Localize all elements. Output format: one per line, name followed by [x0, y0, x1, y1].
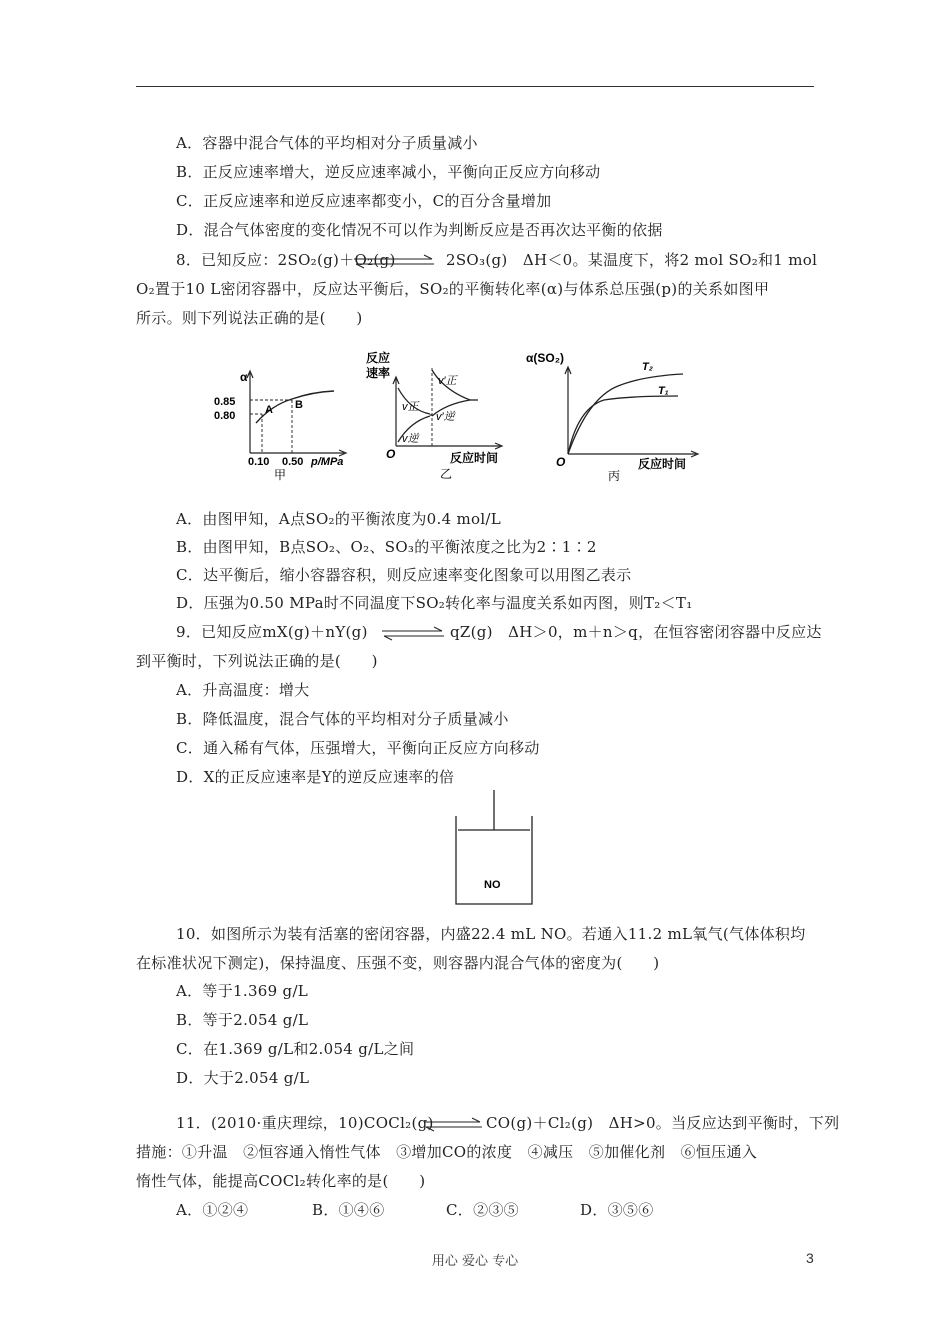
yi-v-forward-new-label: v′正	[438, 375, 457, 387]
container-gas-label: NO	[484, 879, 501, 891]
jia-y-tick-085: 0.85	[214, 396, 236, 408]
q8-option-a: A．由图甲知，A点SO₂的平衡浓度为0.4 mol/L	[176, 510, 502, 528]
q8-stem-line1a: 8．已知反应：2SO₂(g)＋O₂(g)	[176, 251, 396, 269]
equilibrium-arrow-icon	[422, 1115, 484, 1133]
q10-option-c: C．在1.369 g/L和2.054 g/L之间	[176, 1040, 415, 1058]
q10-stem-line1: 10．如图所示为装有活塞的密闭容器，内盛22.4 mL NO。若通入11.2 mL氧气(气体体积均	[176, 925, 806, 943]
q11-stem-line1a: 11．(2010·重庆理综，10)COCl₂(g)	[176, 1114, 434, 1132]
jia-point-a: A	[265, 404, 273, 416]
q11-option-c: C．②③⑤	[446, 1201, 519, 1219]
q8-stem-line3: 所示。则下列说法正确的是( )	[136, 309, 363, 327]
q8-option-d: D．压强为0.50 MPa时不同温度下SO₂转化率与温度关系如丙图，则T₂＜T₁	[176, 594, 693, 612]
jia-x-tick-010: 0.10	[248, 456, 270, 468]
equilibrium-arrow-icon	[380, 624, 446, 642]
bing-t1-label: T₁	[658, 385, 669, 397]
q11-stem-line3: 惰性气体，能提高COCl₂转化率的是( )	[136, 1172, 426, 1190]
q11-stem-line1b: CO(g)＋Cl₂(g) ΔH>0。当反应达到平衡时，下列	[486, 1114, 840, 1132]
yi-v-reverse-label: v逆	[402, 433, 419, 445]
figure-jia	[212, 365, 362, 485]
yi-x-axis-label: 反应时间	[450, 451, 499, 465]
q10-option-d: D．大于2.054 g/L	[176, 1069, 310, 1087]
figure-yi	[362, 348, 524, 488]
q8-stem-line2: O₂置于10 L密闭容器中，反应达平衡后，SO₂的平衡转化率(α)与体系总压强(p)的关系如图甲	[136, 280, 770, 298]
bing-caption: 丙	[608, 469, 621, 483]
q8-option-c: C．达平衡后，缩小容器容积，则反应速率变化图象可以用图乙表示	[176, 566, 632, 584]
q9-option-a: A．升高温度：增大	[176, 681, 310, 699]
q11-option-d: D．③⑤⑥	[580, 1201, 654, 1219]
q7-option-c: C．正反应速率和逆反应速率都变小，C的百分含量增加	[176, 192, 552, 210]
yi-v-forward-label: v正	[402, 401, 419, 413]
bing-x-axis-label: 反应时间	[638, 457, 687, 471]
yi-y-axis-label-2: 速率	[366, 366, 391, 380]
q10-option-b: B．等于2.054 g/L	[176, 1011, 309, 1029]
q7-option-b: B．正反应速率增大，逆反应速率减小，平衡向正反应方向移动	[176, 163, 601, 181]
q9-stem-line2: 到平衡时，下列说法正确的是( )	[136, 652, 378, 670]
piston-container	[452, 786, 536, 910]
yi-v-reverse-new-label: v′逆	[436, 411, 455, 423]
q11-option-a: A．①②④	[176, 1201, 249, 1219]
jia-caption: 甲	[274, 468, 287, 482]
jia-x-axis-label: p/MPa	[311, 456, 344, 468]
q8-stem-line1b: 2SO₃(g) ΔH＜0。某温度下，将2 mol SO₂和1 mol	[446, 251, 818, 269]
q10-stem-line2: 在标准状况下测定)，保持温度、压强不变，则容器内混合气体的密度为( )	[136, 954, 660, 972]
equilibrium-arrow-icon	[352, 252, 436, 270]
bing-y-axis-label: α(SO₂)	[526, 351, 565, 365]
jia-x-tick-050: 0.50	[282, 456, 304, 468]
q9-stem-line1a: 9．已知反应mX(g)＋nY(g)	[176, 623, 368, 641]
jia-y-axis-label: α	[240, 370, 248, 384]
jia-point-b: B	[295, 399, 303, 411]
header-rule	[136, 86, 814, 87]
q9-option-b: B．降低温度，混合气体的平均相对分子质量减小	[176, 710, 509, 728]
bing-t2-label: T₂	[642, 361, 653, 373]
q9-option-c: C．通入稀有气体，压强增大，平衡向正反应方向移动	[176, 739, 540, 757]
page-footer-text: 用心 爱心 专心	[431, 1254, 519, 1269]
q9-stem-line1b: qZ(g) ΔH＞0，m＋n＞q，在恒容密闭容器中反应达	[450, 623, 822, 641]
yi-caption: 乙	[440, 467, 453, 481]
bing-origin: O	[556, 455, 566, 469]
figure-bing	[526, 348, 708, 488]
page-number: 3	[806, 1250, 814, 1266]
q9-option-d: D．X的正反应速率是Y的逆反应速率的倍	[176, 768, 455, 786]
q7-option-d: D．混合气体密度的变化情况不可以作为判断反应是否再次达平衡的依据	[176, 221, 663, 239]
q11-stem-line2: 措施：①升温 ②恒容通入惰性气体 ③增加CO的浓度 ④减压 ⑤加催化剂 ⑥恒压通入	[136, 1143, 758, 1161]
q11-option-b: B．①④⑥	[312, 1201, 385, 1219]
yi-y-axis-label-1: 反应	[366, 351, 391, 365]
jia-y-tick-080: 0.80	[214, 410, 236, 422]
q7-option-a: A．容器中混合气体的平均相对分子质量减小	[176, 134, 478, 152]
q8-option-b: B．由图甲知，B点SO₂、O₂、SO₃的平衡浓度之比为2∶1∶2	[176, 538, 597, 556]
q10-option-a: A．等于1.369 g/L	[176, 982, 309, 1000]
yi-origin: O	[386, 447, 396, 461]
